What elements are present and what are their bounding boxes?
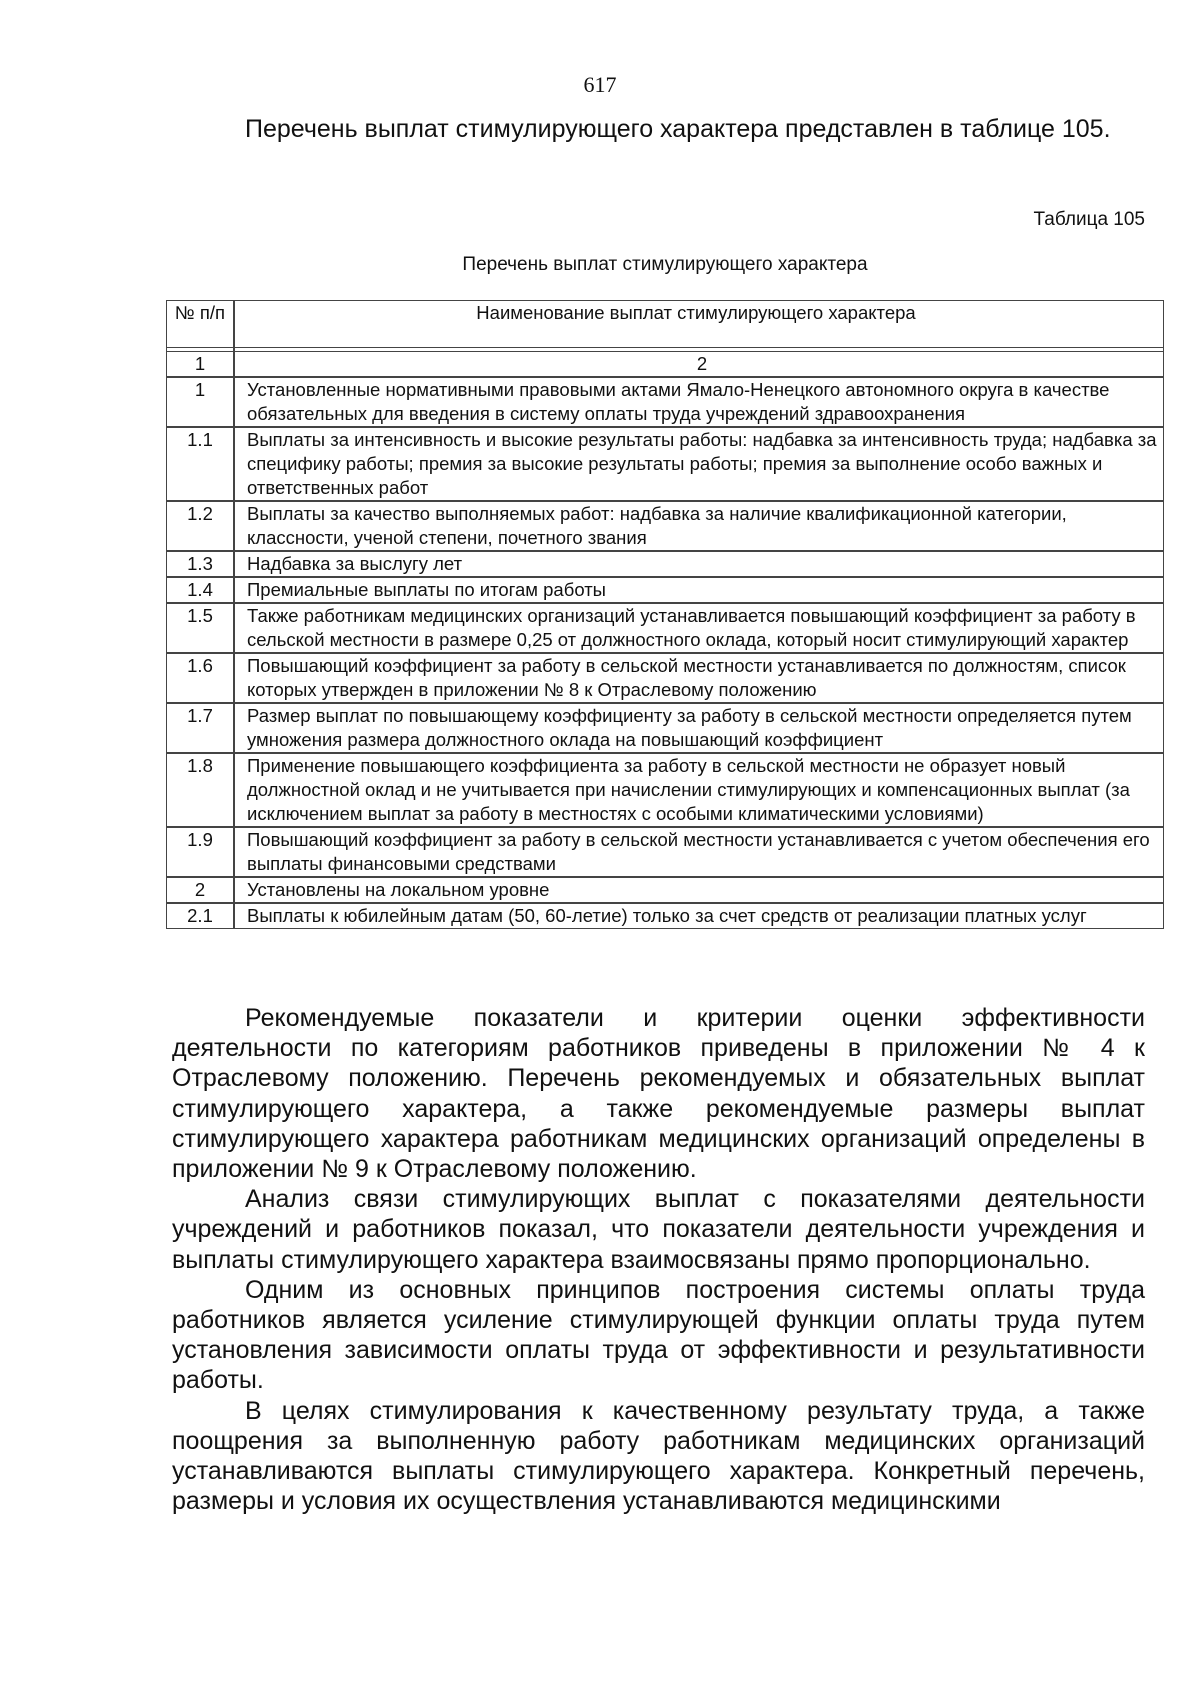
row-name-cell: Применение повышающего коэффициента за работу в сельской местности не образует новый должностной оклад и не учитывается при начислении стимулирующих и компенсационных выплат (за исключением выплат за работу в местностях с особыми климатическими условиями) (234, 753, 1164, 827)
page-number: 617 (583, 72, 617, 97)
table-number-label: Таблица 105 (1033, 209, 1145, 230)
row-name-cell: Надбавка за выслугу лет (234, 551, 1164, 577)
table-row (166, 501, 1164, 551)
body-paragraph: Анализ связи стимулирующих выплат с показателями деятельности учреждений и работников показал, что показатели деятельности учреждения и выплаты стимулирующего характера взаимосвязаны прямо пропорционально. (172, 1185, 1145, 1274)
row-num-cell: 1.5 (166, 603, 234, 653)
table-row (166, 577, 1164, 603)
row-num-cell: 1.6 (166, 653, 234, 703)
row-num-cell: 1.4 (166, 577, 234, 603)
row-num-cell: 1 (166, 377, 234, 427)
row-num-cell: 1.3 (166, 551, 234, 577)
table-row (166, 427, 1164, 501)
table-row (166, 603, 1164, 653)
row-name-cell: Установлены на локальном уровне (234, 877, 1164, 903)
row-num-cell: 1.9 (166, 827, 234, 877)
table-row (166, 753, 1164, 827)
row-num-cell: 1.1 (166, 427, 234, 501)
header-num-cell: № п/п (166, 300, 234, 348)
table-header-row (166, 300, 1164, 348)
row-name-cell: Также работникам медицинских организаций устанавливается повышающий коэффициент за работу в сельской местности в размере 0,25 от должностного оклада, который носит стимулирующий характер (234, 603, 1164, 653)
table-row (166, 827, 1164, 877)
table-title: Перечень выплат стимулирующего характера (462, 254, 868, 275)
body-text (172, 1003, 1145, 1516)
header-name-cell: Наименование выплат стимулирующего характера (234, 300, 1164, 348)
table-row (166, 877, 1164, 903)
row-name-cell: Установленные нормативными правовыми актами Ямало-Ненецкого автономного округа в качестве обязательных для введения в систему оплаты труда учреждений здравоохранения (234, 377, 1164, 427)
column-number-1: 1 (166, 351, 234, 377)
table-row (166, 377, 1164, 427)
body-paragraph: В целях стимулирования к качественному результату труда, а также поощрения за выполненную работу работникам медицинских организаций устанавливаются выплаты стимулирующего характера. Конкретный перечень, размеры и условия их осуществления устанавливаются медицинскими (172, 1396, 1145, 1516)
row-num-cell: 2 (166, 877, 234, 903)
table-row (166, 551, 1164, 577)
row-num-cell: 1.7 (166, 703, 234, 753)
payments-table (166, 300, 1164, 929)
table-row (166, 653, 1164, 703)
body-paragraph: Одним из основных принципов построения системы оплаты труда работников является усиление стимулирующей функции оплаты труда путем установления зависимости оплаты труда от эффективности и результативности работы. (172, 1275, 1145, 1395)
table-row (166, 703, 1164, 753)
row-name-cell: Повышающий коэффициент за работу в сельской местности устанавливается по должностям, список которых утвержден в приложении № 8 к Отраслевому положению (234, 653, 1164, 703)
body-paragraph: Рекомендуемые показатели и критерии оценки эффективности деятельности по категориям работников приведены в приложении № 4 к Отраслевому положению. Перечень рекомендуемых и обязательных выплат стимулирующего характера, а также рекомендуемые размеры выплат стимулирующего характера работникам медицинских организаций определены в приложении № 9 к Отраслевому положению. (172, 1004, 1145, 1184)
row-name-cell: Выплаты к юбилейным датам (50, 60-летие) только за счет средств от реализации платных услуг (234, 903, 1164, 929)
row-num-cell: 1.8 (166, 753, 234, 827)
row-name-cell: Выплаты за интенсивность и высокие результаты работы: надбавка за интенсивность труда; надбавка за специфику работы; премия за высокие результаты работы; премия за выполнение особо важных и ответственных работ (234, 427, 1164, 501)
intro-paragraph: Перечень выплат стимулирующего характера представлен в таблице 105. (245, 115, 1111, 143)
row-name-cell: Повышающий коэффициент за работу в сельской местности устанавливается с учетом обеспечения его выплаты финансовыми средствами (234, 827, 1164, 877)
row-name-cell: Премиальные выплаты по итогам работы (234, 577, 1164, 603)
row-name-cell: Выплаты за качество выполняемых работ: надбавка за наличие квалификационной категории, классности, ученой степени, почетного звания (234, 501, 1164, 551)
column-number-row (166, 351, 1164, 377)
column-number-2: 2 (234, 351, 1164, 377)
row-name-cell: Размер выплат по повышающему коэффициенту за работу в сельской местности определяется путем умножения размера должностного оклада на повышающий коэффициент (234, 703, 1164, 753)
table-row (166, 903, 1164, 929)
row-num-cell: 1.2 (166, 501, 234, 551)
row-num-cell: 2.1 (166, 903, 234, 929)
